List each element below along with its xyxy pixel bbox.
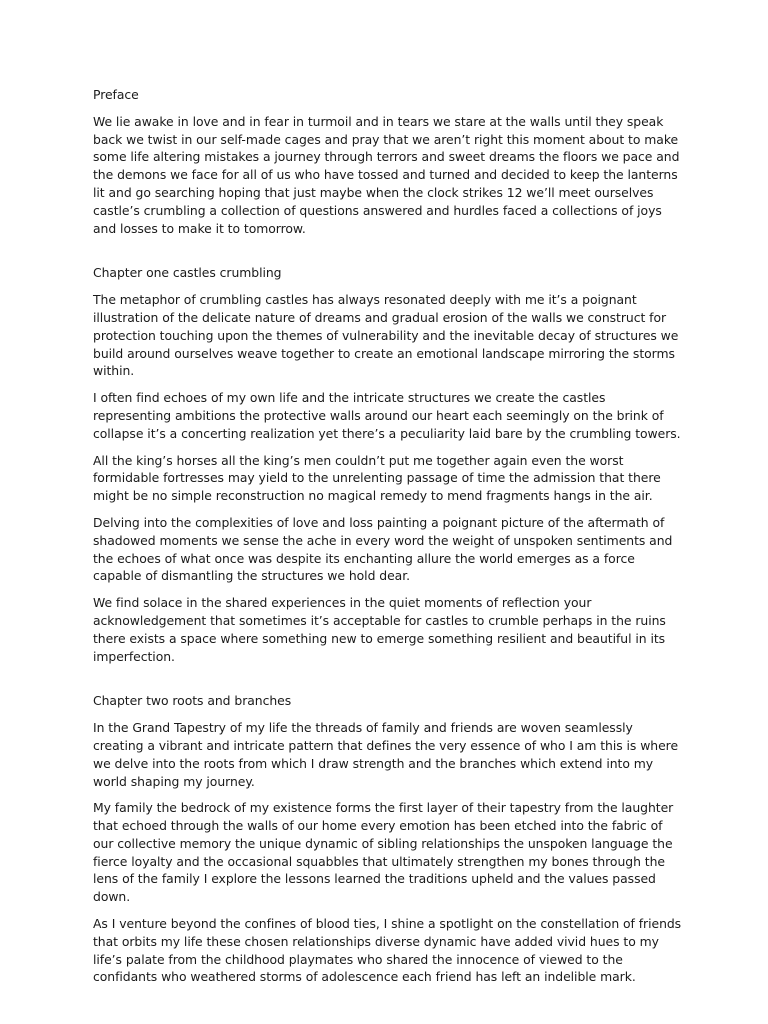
paragraph: All the king’s horses all the king’s men couldn’t put me together again even the worst formidable fortresses may yield to the unrelenting passage of time the admission that there might be no simple reconstruction no magical remedy to mend fragments hangs in the air. [93,452,661,504]
section-heading: Preface [93,87,139,102]
paragraph: We find solace in the shared experiences in the quiet moments of reflection your acknowledgement that sometimes it’s acceptable for castles to crumble perhaps in the ruins there exists a space where something new to emerge something resilient and beautiful in its imperfection. [93,595,666,664]
preface-section [93,86,683,237]
paragraph: I often find echoes of my own life and the intricate structures we create the castles representing ambitions the protective walls around our heart each seemingly on the brink of collapse it’s a concerting realization yet there’s a peculiarity laid bare by the crumbling towers. [93,390,681,441]
section-heading: Chapter one castles crumbling [93,265,282,281]
paragraph: As I venture beyond the confines of blood ties, I shine a spotlight on the constellation of friends that orbits my life these chosen relationships diverse dynamic have added vivid hues to my life’s palate from the childhood playmates who shared the innocence of viewed to the confidants who weathered storms of adolescence each friend has left an indelible mark. [93,916,682,985]
paragraph: The metaphor of crumbling castles has always resonated deeply with me it’s a poignant illustration of the delicate nature of dreams and gradual erosion of the walls we construct for protection touching upon the themes of vulnerability and the inevitable decay of structures we build around ourselves weave together to create an emotional landscape mirroring the storms within. [93,292,679,379]
document-body [93,86,683,995]
chapter-one-section [93,264,683,665]
paragraph: Delving into the complexities of love and loss painting a poignant picture of the aftermath of shadowed moments we sense the ache in every word the weight of unspoken sentiments and the echoes of what once was despite its enchanting allure the world emerges as a force capable of dismantling the structures we hold dear. [93,514,673,584]
paragraph: We lie awake in love and in fear in turmoil and in tears we stare at the walls until they speak back we twist in our self-made cages and pray that we aren’t right this moment about to make some life altering mistakes a journey through terrors and sweet dreams the floors we pace and the demons we face for all of us who have tossed and turned and decided to keep the lanterns lit and go searching hoping that just maybe when the clock strikes 12 we’ll meet ourselves castle’s crumbling a collection of questions answered and hurdles faced a collections of joys and losses to make it to tomorrow. [93,113,680,236]
paragraph: In the Grand Tapestry of my life the threads of family and friends are woven seamlessly creating a vibrant and intricate pattern that defines the very essence of who I am this is where we delve into the roots from which I draw strength and the branches which extend into my world shaping my journey. [93,720,679,789]
chapter-two-section [93,692,683,986]
paragraph: My family the bedrock of my existence forms the first layer of their tapestry from the laughter that echoed through the walls of our home every emotion has been etched into the fabric of our collective memory the unique dynamic of sibling relationships the unspoken language the fierce loyalty and the occasional squabbles that ultimately strengthen my bones through the lens of the family I explore the lessons learned the traditions upheld and the values passed down. [93,800,674,905]
section-heading: Chapter two roots and branches [93,693,292,709]
